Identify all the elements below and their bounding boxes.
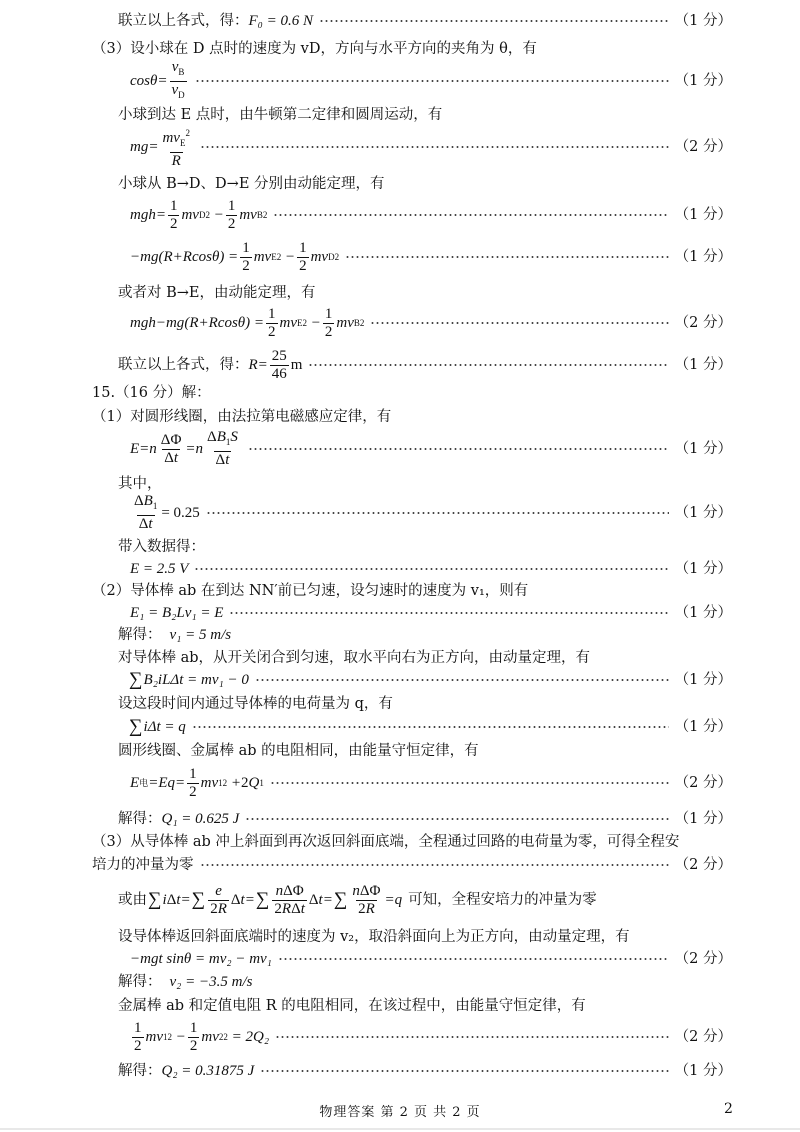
score-mark: （1 分） (674, 672, 732, 688)
line-part3-intro (0, 40, 800, 58)
line-be-intro (0, 284, 800, 302)
formula-momentum-body: B₂iLΔt = mv₁ − 0 (143, 672, 249, 688)
line-text: 带入数据得： (118, 539, 205, 555)
formula-v1: v₁ = 5 m/s (169, 627, 232, 643)
formula-faraday: E = n $\frac{\Delta\Phi}{\Delta t}$ = n $\frac{\Delta B_1S}{\Delta t}$ (130, 429, 238, 468)
formula-q2: Q₂ = 0.31875 J (161, 1063, 255, 1079)
line-text: 设导体棒返回斜面底端时的速度为 v₂，取沿斜面向上为正方向，由动量定理，有 (118, 929, 630, 945)
line-text: 解得： (118, 974, 162, 990)
page-footer: 物理答案 第 2 页 共 2 页 (319, 1105, 481, 1120)
score-mark: （2 分） (674, 1029, 732, 1045)
score-mark: （1 分） (674, 561, 732, 577)
line-db-rate (0, 494, 800, 532)
formula-energy-cons: E 电 = Eq = $\frac{1}{2}$ mv 1 2 + 2 Q 1 (130, 765, 264, 800)
line-text: 解得： (118, 811, 162, 827)
formula-bd: mgh = $\frac{1}{2}$ mv D 2 − $\frac{1}{2}$ mv B 2 (130, 197, 268, 232)
score-mark: （2 分） (674, 315, 732, 331)
formula-cos: cos θ = $\frac{v_B}{v_D}$ (130, 60, 189, 103)
formula-charge: ∑ iΔt = q (129, 716, 186, 737)
formula-q1: Q₁ = 0.625 J (161, 811, 240, 827)
line-text: 小球到达 E 点时，由牛顿第二定律和圆周运动，有 (118, 107, 443, 123)
line-text: 对导体棒 ab，从开关闭合到匀速，取水平向右为正方向，由动量定理，有 (118, 650, 591, 666)
formula-emf: E = 2.5 V (130, 561, 189, 577)
leader-dots (319, 20, 669, 22)
leader-dots (206, 512, 669, 514)
line-text: 金属棒 ab 和定值电阻 R 的电阻相同，在该过程中，由能量守恒定律，有 (118, 998, 586, 1014)
line-text: （3）设小球在 D 点时的速度为 vD，方向与水平方向的夹角为 θ，有 (92, 41, 537, 57)
score-mark: （1 分） (674, 1063, 732, 1079)
leader-dots (345, 256, 669, 258)
line-cos (0, 58, 800, 100)
score-mark: （1 分） (674, 249, 732, 265)
line-faraday (0, 430, 800, 468)
line-substitute (0, 538, 800, 556)
leader-dots (270, 782, 669, 784)
formula-f0: F₀ = 0.6 N (248, 13, 314, 29)
leader-dots (248, 448, 669, 450)
formula-momentum-incline: −mgt sinθ = mv₂ − mv₁ (130, 951, 272, 967)
leader-dots (229, 612, 668, 614)
score-mark: （1 分） (674, 207, 732, 223)
formula-newton: mg = $\frac{mv_E^2}{R}$ (130, 127, 190, 169)
line-v1 (0, 626, 800, 644)
line-text: 15.（16 分）解： (92, 385, 211, 401)
line-part3b-intro (0, 833, 800, 851)
score-mark: （1 分） (674, 357, 732, 373)
line-v2-intro (0, 928, 800, 946)
score-mark: （1 分） (674, 441, 732, 457)
line-text: 培力的冲量为零 (92, 857, 194, 873)
line-bd-energy (0, 196, 800, 234)
line-text: 联立以上各式，得： (118, 13, 249, 29)
line-emf-value (0, 560, 800, 578)
leader-dots (370, 322, 668, 324)
line-f0 (0, 12, 800, 30)
formula-db-value: = 0.25 (161, 505, 200, 521)
formula-energy-q2: $\frac{1}{2}$ mv 1 2 − $\frac{1}{2}$ mv 2 2 = 2Q₂ (134, 1019, 270, 1054)
score-mark: （1 分） (674, 13, 732, 29)
line-q2 (0, 1062, 800, 1080)
question-15-heading (0, 384, 800, 402)
line-charge (0, 718, 800, 736)
formula-r: R = $\frac{25}{46}$ m (248, 347, 303, 382)
formula-charge-body: iΔt = q (143, 719, 186, 735)
page-number: 2 (724, 1101, 733, 1117)
formula-momentum: ∑ B₂iLΔt = mv₁ − 0 (129, 669, 249, 690)
formula-db-rate: $\frac{\Delta B_1}{\Delta t}$ = 0.25 (134, 493, 200, 532)
line-energy-cons (0, 764, 800, 802)
line-e-point (0, 106, 800, 124)
leader-dots (194, 568, 668, 570)
leader-dots (278, 958, 669, 960)
line-energy-q2 (0, 1018, 800, 1056)
line-text: 设这段时间内通过导体棒的电荷量为 q，有 (118, 696, 393, 712)
line-de-energy (0, 238, 800, 276)
score-mark: （2 分） (674, 775, 732, 791)
score-mark: （2 分） (674, 951, 732, 967)
line-energy-cons-intro (0, 742, 800, 760)
line-impulse-zero (0, 856, 800, 874)
line-be-energy (0, 304, 800, 342)
leader-dots (255, 679, 669, 681)
score-mark: （2 分） (674, 857, 732, 873)
line-text: 解得： (118, 1063, 162, 1079)
leader-dots (260, 1070, 668, 1072)
line-text: （1）对圆形线圈，由法拉第电磁感应定律，有 (92, 409, 392, 425)
line-part2-intro (0, 582, 800, 600)
line-charge-intro (0, 695, 800, 713)
line-text: 或由 (118, 892, 147, 908)
line-text: 圆形线圈、金属棒 ab 的电阻相同，由能量守恒定律，有 (118, 743, 479, 759)
line-q1 (0, 810, 800, 828)
leader-dots (308, 364, 668, 366)
line-text: 联立以上各式，得： (118, 357, 249, 373)
formula-v2: v₂ = −3.5 m/s (169, 974, 253, 990)
leader-dots (245, 818, 668, 820)
leader-dots (200, 146, 669, 148)
line-v2 (0, 973, 800, 991)
formula-e1: E₁ = B₂Lv₁ = E (130, 605, 224, 621)
leader-dots (273, 214, 668, 216)
line-text: 小球从 B→D、D→E 分别由动能定理，有 (118, 176, 385, 192)
score-mark: （1 分） (674, 811, 732, 827)
line-part1-intro (0, 408, 800, 426)
line-momentum-intro (0, 649, 800, 667)
line-where (0, 475, 800, 493)
line-e1 (0, 604, 800, 622)
line-momentum (0, 671, 800, 689)
score-mark: （1 分） (674, 73, 732, 89)
line-alt-proof (0, 880, 800, 920)
formula-alt-proof: ∑ i Δ t = ∑ $\frac{e}{2R}$ Δ t = ∑ $\frac{\text{nΔΦ}}{\text{2RΔt}}$ Δ t = ∑ $\frac{\text{nΔΦ}}{2R}$ = q (148, 882, 403, 917)
line-text-tail: 可知，全程安培力的冲量为零 (408, 892, 597, 908)
line-energy-intro (0, 175, 800, 193)
leader-dots (200, 864, 669, 866)
formula-de: − mg ( R + R cos θ ) = $\frac{1}{2}$ mv E 2 − $\frac{1}{2}$ mv D 2 (130, 239, 340, 274)
line-r-result (0, 346, 800, 384)
score-mark: （2 分） (674, 139, 732, 155)
line-text: 其中， (118, 476, 162, 492)
formula-be: mgh − mg ( R + R cos θ ) = $\frac{1}{2}$ mv E 2 − $\frac{1}{2}$ mv B 2 (130, 305, 365, 340)
formula-energy-q2-rhs: = 2Q₂ (231, 1029, 270, 1045)
line-text: 或者对 B→E，由动能定理，有 (118, 285, 316, 301)
line-momentum-incline (0, 950, 800, 968)
score-mark: （1 分） (674, 719, 732, 735)
leader-dots (195, 80, 669, 82)
line-text: （3）从导体棒 ab 冲上斜面到再次返回斜面底端，全程通过回路的电荷量为零，可得全程安 (92, 834, 680, 850)
bottom-divider (0, 1128, 800, 1130)
leader-dots (192, 726, 669, 728)
line-newton (0, 127, 800, 169)
leader-dots (275, 1036, 669, 1038)
score-mark: （1 分） (674, 505, 732, 521)
line-text: 解得： (118, 627, 162, 643)
score-mark: （1 分） (674, 605, 732, 621)
line-resistor-intro (0, 997, 800, 1015)
line-text: （2）导体棒 ab 在到达 NN′前已匀速，设匀速时的速度为 v₁，则有 (92, 583, 529, 599)
